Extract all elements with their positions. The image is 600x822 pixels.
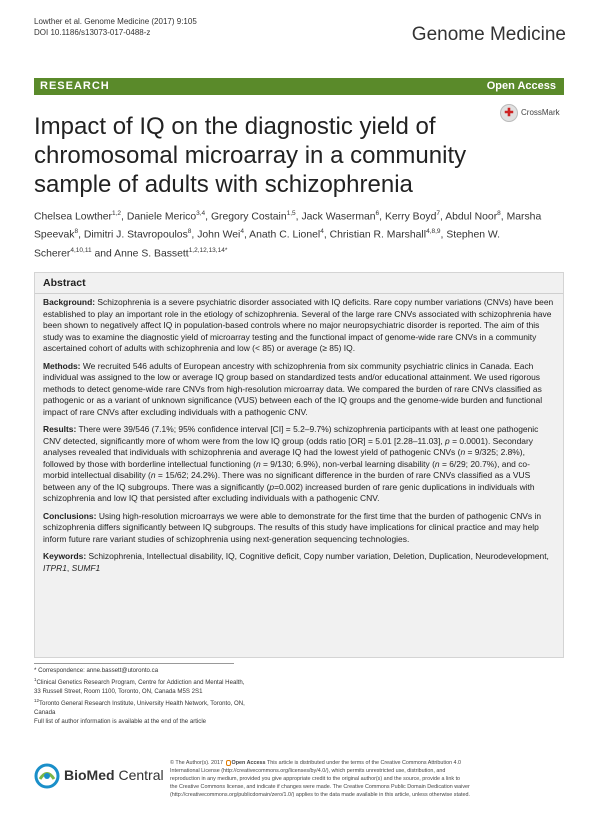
author-name[interactable]: John Wei (197, 229, 241, 241)
keyword-gene: SUMF1 (71, 562, 101, 573)
results-text: =0.002) increased burden of rare genic duplications in individuals with schizophrenia and low IQ that persisted after excluding individuals with a pathogenic CNV. (43, 481, 535, 503)
author-conjunction: and (94, 248, 112, 260)
author-affiliation: 4 (240, 228, 244, 236)
affiliation-number: 1 (34, 677, 37, 682)
abstract-results (43, 424, 555, 505)
methods-text: We recruited 546 adults of European ancestry with schizophrenia from six community psychiatric clinics in Canada. Each individual was assigned to the low or average IQ group based on standardized tests and/or educational attainment. We used rigorous methods to detect genome-wide rare CNVs from high-resolution microarray data. We compared the burden of rare CNVs classified as pathogenic or as a variant of unknown significance (VUS) between each of the IQ groups and the genome-wide burden and functional impact of rare CNVs after excluding individuals with a pathogenic CNV. (43, 360, 543, 417)
license-line: the Creative Commons license, and indicate if changes were made. The Creative Commons Public Domain Dedication waiver (170, 784, 470, 790)
author-affiliation: 3,4 (196, 210, 206, 217)
affiliation-line (34, 675, 299, 687)
biomed-central-icon (34, 763, 60, 789)
journal-name: Genome Medicine (411, 24, 566, 45)
crossmark-icon: ✚ (500, 104, 518, 122)
publisher-name (64, 767, 164, 783)
copyright-text: © The Author(s). 2017 (170, 760, 224, 766)
affiliation-line (34, 696, 299, 708)
abstract-background (43, 297, 555, 355)
license-line: International License (http://creativecommons.org/licenses/by/4.0/), which permits unrestricted use, distribution, and (170, 768, 446, 774)
publisher-name-bold: BioMed (64, 767, 115, 783)
results-text: = 15/62; 24.2%). There was no significant difference in the burden of rare CNVs classified as a VUS between any of the IQ subgroups. There was a significantly ( (43, 470, 531, 492)
article-title: Impact of IQ on the diagnostic yield of chromosomal microarray in a community sample of adults with schizophrenia (34, 113, 467, 198)
license-text: This article is distributed under the terms of the Creative Commons Attribution 4.0 (266, 760, 462, 766)
results-label: Results: (43, 424, 77, 434)
author-name[interactable]: Abdul Noor (445, 211, 498, 223)
citation-line: Lowther et al. Genome Medicine (2017) 9:105 (34, 17, 197, 26)
results-italic: p (445, 435, 450, 446)
abstract-body (43, 297, 555, 580)
author-info-note: Full list of author information is available at the end of the article (34, 718, 207, 726)
author-name[interactable]: Jack Waserman (301, 211, 376, 223)
author-name[interactable]: Chelsea Lowther (34, 211, 112, 223)
results-text: = 0.0001). Secondary analyses revealed that individuals with schizophrenia and average IQ had the lowest yield of pathogenic CNVs ( (43, 435, 533, 457)
author-name[interactable]: Kerry Boyd (384, 211, 437, 223)
abstract-heading: Abstract (35, 273, 563, 294)
conclusions-label: Conclusions: (43, 510, 97, 521)
author-name[interactable]: Stephen W. Scherer (34, 229, 501, 260)
author-name[interactable]: Anath C. Lionel (249, 229, 321, 241)
section-bar (34, 78, 564, 95)
author-affiliation: 1,2 (111, 210, 122, 217)
doi-line[interactable]: DOI 10.1186/s13073-017-0488-z (34, 28, 151, 37)
license-statement (170, 759, 570, 799)
results-italic: p (269, 481, 275, 492)
footnote-divider (34, 663, 234, 664)
author-name[interactable]: Daniele Merico (126, 211, 197, 223)
keyword-gene: ITPR1 (43, 562, 67, 573)
correspondence-line[interactable]: * Correspondence: anne.bassett@utoronto.ca (34, 667, 159, 674)
author-affiliation: 1,5 (286, 210, 296, 217)
author-affiliation: 4 (320, 228, 324, 236)
results-italic: n (150, 470, 156, 480)
publisher-name-regular: Central (118, 767, 164, 783)
author-affiliation: 1,2,12,13,14* (188, 246, 228, 254)
open-access-label: Open Access (486, 80, 556, 92)
affiliation-line: 33 Russell Street, Room 1100, Toronto, ON, Canada M5S 2S1 (34, 688, 203, 696)
affiliation-number: 12 (34, 698, 40, 704)
article-type-label: RESEARCH (40, 80, 110, 92)
open-access-icon (226, 760, 231, 766)
author-name[interactable]: Dimitri J. Stavropoulos (83, 229, 188, 241)
results-italic: n (255, 458, 261, 469)
abstract-methods (43, 361, 555, 419)
results-text: = 6/29; 20.7%), and co-morbid intellectual disability ( (43, 458, 530, 480)
results-text: There were 39/546 (7.1%; 95% confidence interval [CI] = 5.2–9.7%) schizophrenia participants with at least one pathogenic CNV detected, significantly more of whom were from the low IQ group (odds ratio [OR] = 5.01 [2.28–11.03], (43, 424, 539, 446)
results-text: = 9/130; 6.9%), non-verbal learning disability ( (263, 458, 435, 469)
author-affiliation: 6 (375, 210, 380, 217)
abstract-conclusions (43, 511, 555, 546)
affiliation-text: Clinical Genetics Research Program, Centre for Addiction and Mental Health, (36, 679, 245, 687)
author-affiliation: 4,10,11 (70, 246, 92, 254)
author-affiliation: 8 (74, 228, 79, 236)
abstract-keywords (43, 551, 555, 574)
abstract-box (34, 272, 564, 658)
author-affiliation: 8 (187, 228, 192, 236)
results-italic: n (434, 458, 440, 469)
license-line: reproduction in any medium, provided you give appropriate credit to the original author(s) and the source, provide a link to (170, 776, 461, 782)
author-affiliation: 7 (436, 210, 440, 217)
results-italic: n (460, 447, 466, 457)
background-label: Background: (43, 297, 96, 307)
affiliation-line: Canada (34, 709, 56, 717)
author-affiliation: 8 (497, 210, 501, 217)
conclusions-text: Using high-resolution microarrays we were able to demonstrate for the first time that the burden of pathogenic CNVs in schizophrenia differs significantly between IQ subgroups. The results of this study have implications for clinical practice and may help inform future rare variant studies of schizophrenia using next-generation sequencing technologies. (43, 510, 542, 544)
author-name[interactable]: Marsha Speevak (34, 211, 542, 241)
results-text: = 9/325; 2.8%), followed by those with borderline intellectual functioning ( (43, 447, 525, 469)
affiliation-text: Toronto General Research Institute, University Health Network, Toronto, ON, (39, 700, 245, 708)
author-list: Chelsea Lowther$^{1,2}$, Daniele Merico$^{3,4}$, Gregory Costain$^{1,5}$, Jack Waserman$^6$, Kerry Boyd$^7$, Abdul Noor$^8$, Marsha Speevak$^8$, Dimitri J. Stavropoulos$^8$, John Wei$^4$, Anath C. Lionel$^4$, Christian R. Marshall$^{4,8,9}$, Stephen W. Scherer$^{4,10,11}$ and Anne S. Bassett$^{1,2,12,13,14*}$ (34, 210, 542, 260)
crossmark-label: CrossMark (521, 108, 560, 117)
author-name[interactable]: Christian R. Marshall (329, 229, 427, 241)
author-affiliation: 4,8,9 (426, 228, 441, 236)
keyword-separator: , (66, 562, 70, 573)
keywords-text: Schizophrenia, Intellectual disability, IQ, Cognitive deficit, Copy number variation, Deletion, Duplication, Neurodevelopment, (88, 551, 549, 561)
running-head (34, 16, 197, 38)
license-line (170, 759, 570, 767)
background-text: Schizophrenia is a severe psychiatric disorder associated with IQ deficits. Rare copy number variations (CNVs) have been established to play an important role in the etiology of schizophrenia. Several of the large rare CNVs associated with schizophrenia have been shown to negatively affect IQ in population-based controls where no major neuropsychiatric disorder is reported. The aim of this study was to examine the diagnostic yield of microarray testing and the functional impact of genome-wide rare CNVs in a community ascertained cohort of adults with schizophrenia and low (< 85) or average (≥ 85) IQ. (43, 297, 554, 353)
license-line: (http://creativecommons.org/publicdomain/zero/1.0/) applies to the data made available in this article, unless otherwise stated. (170, 792, 470, 798)
open-access-text: Open Access (231, 760, 266, 766)
methods-label: Methods: (43, 360, 81, 371)
keywords-label: Keywords: (43, 551, 87, 561)
author-name[interactable]: Anne S. Bassett (114, 248, 189, 260)
crossmark-button[interactable] (500, 104, 570, 126)
footnotes (34, 666, 299, 726)
author-name[interactable]: Gregory Costain (210, 211, 287, 223)
